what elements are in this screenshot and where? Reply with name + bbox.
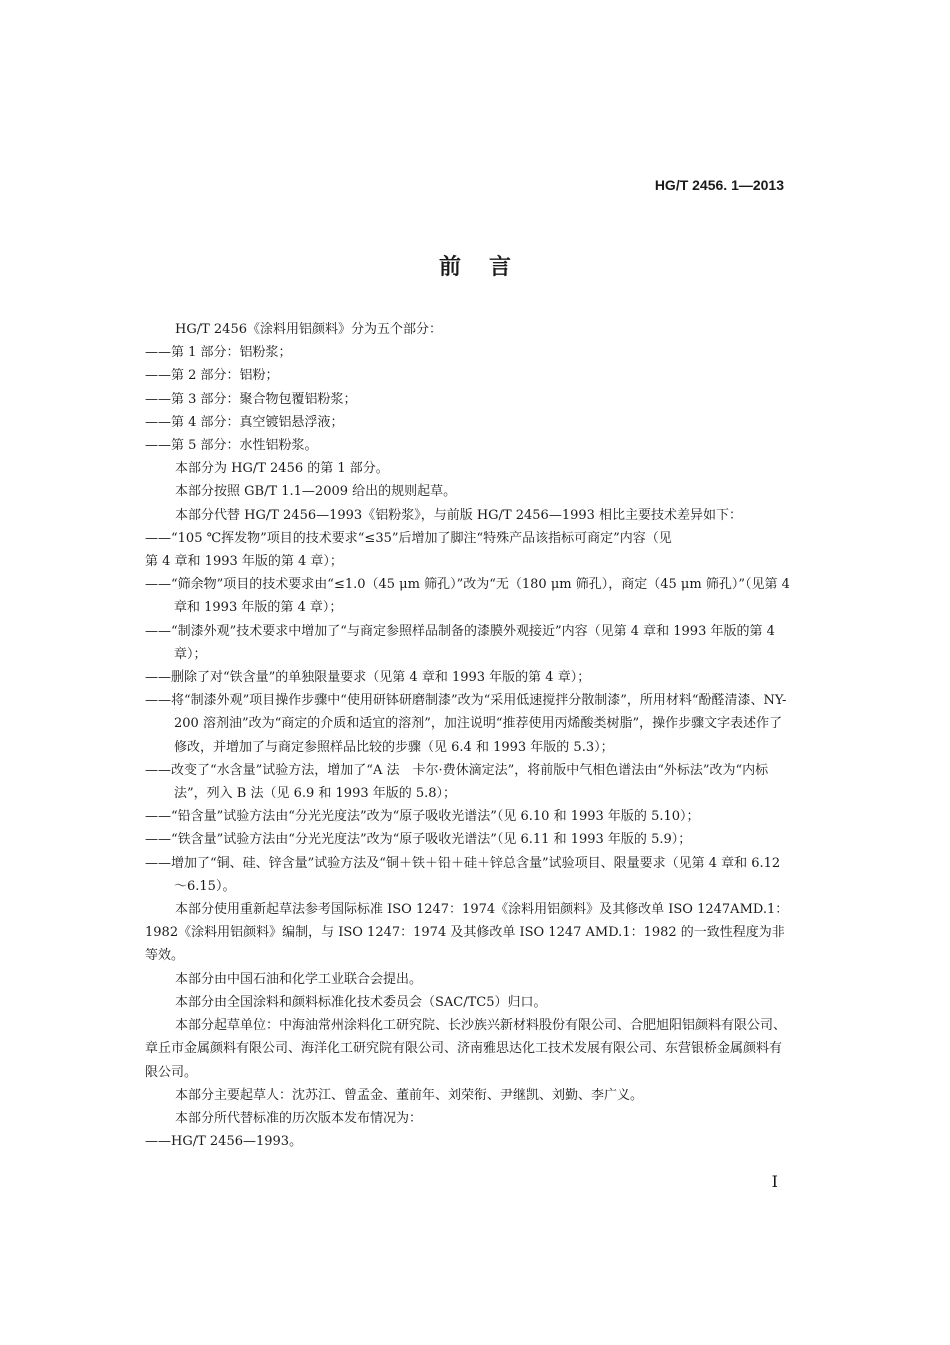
part-item: ——第 4 部分：真空镀铝悬浮液； [145, 414, 344, 430]
part-item: ——第 1 部分：铝粉浆； [145, 345, 292, 361]
part-item: ——第 5 部分：水性铝粉浆。 [145, 438, 318, 454]
history-item: ——HG/T 2456—1993。 [145, 1134, 303, 1150]
change-item: ——删除了对“铁含量”的单独限量要求（见第 4 章和 1993 年版的第 4 章）； [145, 670, 591, 686]
part-item: ——第 3 部分：聚合物包覆铝粉浆； [145, 391, 357, 407]
paragraph-history-intro: 本部分所代替标准的历次版本发布情况为： [175, 1110, 423, 1126]
paragraph-proposer: 本部分由中国石油和化学工业联合会提出。 [175, 971, 423, 987]
paragraph-drafting-rule: 本部分按照 GB/T 1.1—2009 给出的规则起草。 [175, 484, 457, 500]
paragraph-drafting-units: 本部分起草单位：中海油常州涂料化工研究院、长沙族兴新材料股份有限公司、合肥旭阳铝颜料有限公司、章丘市金属颜料有限公司、海洋化工研究院有限公司、济南雅思达化工技术发展有限公司、东营银桥金属颜料有限公司。 [145, 1018, 787, 1080]
change-item-continuation: 第 4 章和 1993 年版的第 4 章）； [145, 554, 343, 570]
paragraph-replacement: 本部分代替 HG/T 2456—1993《铝粉浆》，与前版 HG/T 2456—1993 相比主要技术差异如下： [175, 507, 743, 523]
change-item: ——“制漆外观”技术要求中增加了“与商定参照样品制备的漆膜外观接近”内容（见第 4 章和 1993 年版的第 4 章）； [145, 623, 775, 662]
document-code: HG/T 2456. 1—2013 [654, 177, 784, 193]
change-item: ——“铁含量”试验方法由“分光光度法”改为“原子吸收光谱法”（见 6.11 和 1993 年版的 5.9）； [145, 832, 692, 848]
part-item: ——第 2 部分：铝粉； [145, 368, 279, 384]
page-title: 前言 [438, 255, 539, 280]
change-item: ——增加了“铜、硅、锌含量”试验方法及“铜＋铁＋铅＋硅＋锌总含量”试验项目、限量要求（见第 4 章和 6.12～6.15）。 [145, 855, 781, 894]
change-item: ——将“制漆外观”项目操作步骤中“使用研钵研磨制漆”改为“采用低速搅拌分散制漆”，所用材料“酚醛清漆、NY-200 溶剂油”改为“商定的介质和适宜的溶剂”，加注说明“推荐使用丙烯酸类树脂”，操作步骤文字表述作了修改，并增加了与商定参照样品比较的步骤（见 6.4 和 1993 年版的 5.3）； [145, 693, 787, 755]
paragraph-intro: HG/T 2456《涂料用铝颜料》分为五个部分： [175, 322, 442, 337]
paragraph-iso-reference: 本部分使用重新起草法参考国际标准 ISO 1247：1974《涂料用铝颜料》及其修改单 ISO 1247AMD.1：1982《涂料用铝颜料》编制，与 ISO 1247：1974 及其修改单 ISO 1247 AMD.1：1982 的一致性程度为非等效。 [145, 902, 789, 964]
foreword-body [145, 318, 790, 1153]
change-item: ——“105 ℃挥发物”项目的技术要求“≤35”后增加了脚注“特殊产品该指标可商定”内容（见 [145, 530, 672, 546]
paragraph-part-note: 本部分为 HG/T 2456 的第 1 部分。 [175, 461, 389, 477]
change-item: ——“铅含量”试验方法由“分光光度法”改为“原子吸收光谱法”（见 6.10 和 1993 年版的 5.10）； [145, 809, 700, 825]
page-number: I [771, 1172, 778, 1191]
paragraph-drafters: 本部分主要起草人：沈苏江、曾孟金、董前年、刘荣衔、尹继凯、刘勤、李广义。 [175, 1087, 644, 1103]
paragraph-committee: 本部分由全国涂料和颜料标准化技术委员会（SAC/TC5）归口。 [175, 994, 547, 1010]
change-item: ——“筛余物”项目的技术要求由“≤1.0（45 μm 筛孔）”改为“无（180 μm 筛孔），商定（45 μm 筛孔）”（见第 4 章和 1993 年版的第 4 章）； [145, 577, 790, 616]
change-item: ——改变了“水含量”试验方法，增加了“A 法 卡尔·费休滴定法”，将前版中气相色谱法由“外标法”改为“内标法”，列入 B 法（见 6.9 和 1993 年版的 5.8）； [145, 762, 769, 802]
